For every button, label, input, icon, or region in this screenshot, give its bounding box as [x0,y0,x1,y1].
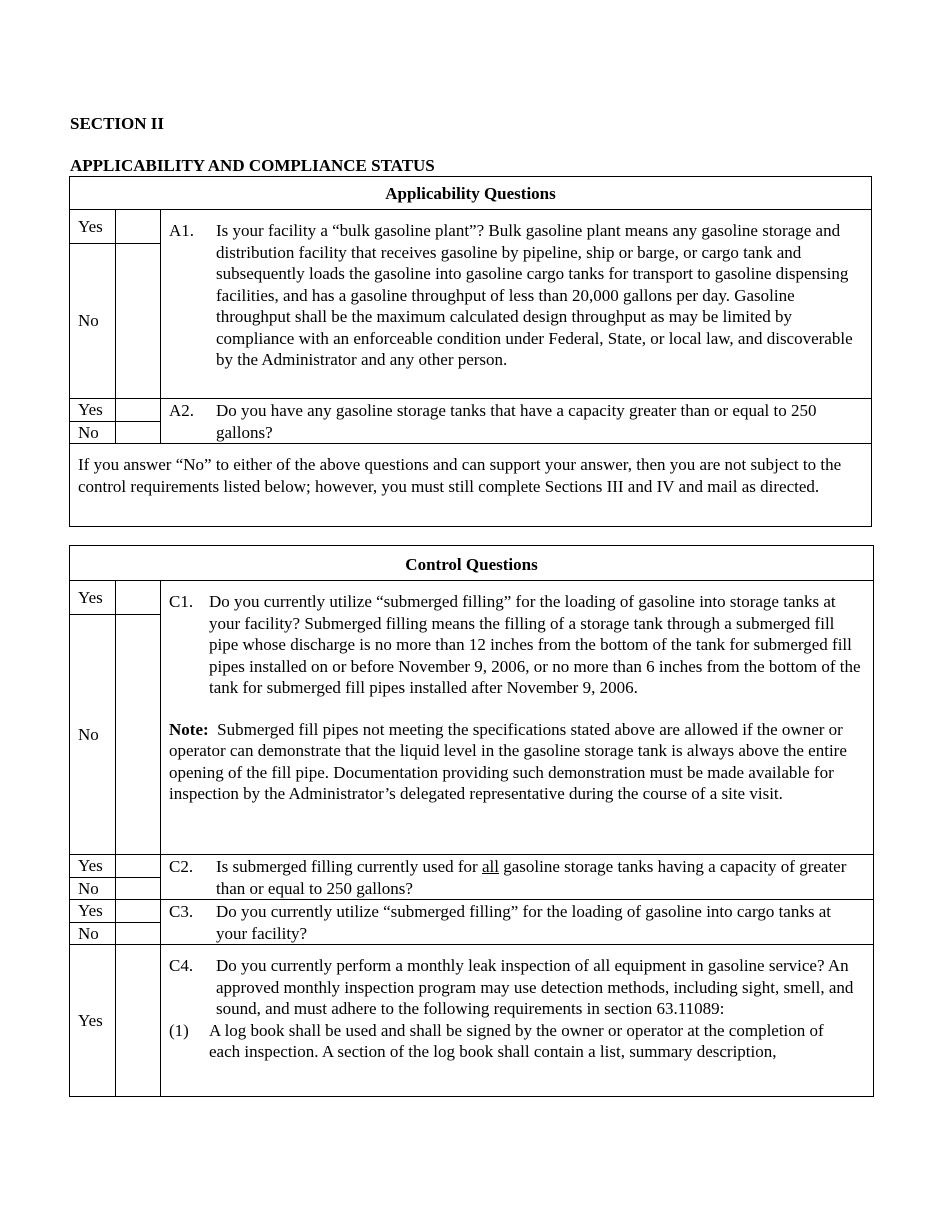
a2-no-label: No [70,421,116,444]
c2-text-after: gasoline storage tanks having a capacity of greater than or equal to 250 gallons? [216,857,847,898]
question-c4 [161,945,874,1097]
a2-yes-label: Yes [70,399,116,422]
note-label: Note: [169,719,209,739]
c3-yes-checkbox[interactable] [116,900,161,923]
c2-yes-label: Yes [70,855,116,878]
c2-no-checkbox[interactable] [116,877,161,900]
a2-number: A2. [169,401,195,420]
c2-text-underlined: all [481,857,499,876]
c2-number: C2. [169,857,194,876]
c4-item-1 [161,1020,867,1069]
question-a1 [161,210,872,399]
c4-yes-checkbox[interactable] [116,945,161,1097]
c1-yes-checkbox[interactable] [116,581,161,615]
c2-no-label: No [70,877,116,900]
c4-item-text: A log book shall be used and shall be signed by the owner or operator at the completion of each inspection. A section of the log book shall contain a list, summary description, [209,1020,824,1061]
c3-text: Do you currently utilize “submerged filling” for the loading of gasoline into cargo tanks at your facility? [216,902,831,943]
question-c2 [161,855,874,900]
c1-number: C1. [169,592,194,611]
section-subtitle: APPLICABILITY AND COMPLIANCE STATUS [70,156,435,175]
a1-number: A1. [169,221,195,240]
control-header: Control Questions [70,546,874,581]
c2-text [216,856,865,899]
note-text: Submerged fill pipes not meeting the specifications stated above are allowed if the owner or operator can demonstrate that the liquid level in the gasoline storage tank is always above the entire opening of the fill pipe. Documentation providing such demonstration must be made available for inspection by the Administrator’s delegated representative during the course of a site visit. [169,719,847,803]
control-table [69,545,874,1097]
c4-yes-label: Yes [70,945,116,1097]
a1-no-label: No [70,244,116,399]
c4-number: C4. [169,956,194,975]
question-a2 [161,399,872,444]
applicability-table [69,176,872,527]
c2-yes-checkbox[interactable] [116,855,161,878]
c4-item-number: (1) [169,1020,189,1040]
c4-text: Do you currently perform a monthly leak inspection of all equipment in gasoline service? An approved monthly inspection program may use detection methods, including sight, smell, and sound, and must adhere to the following requirements in section 63.11089: [216,956,854,1018]
a2-text: Do you have any gasoline storage tanks that have a capacity greater than or equal to 250 gallons? [216,401,817,442]
a1-text: Is your facility a “bulk gasoline plant”? Bulk gasoline plant means any gasoline storage and distribution facility that receives gasoline by pipeline, ship or barge, or cargo tank and subsequently loads the gasoline into gasoline cargo tanks for transport to gasoline dispensing facilities, and has a gasoline throughput of less than 20,000 gallons per day. Gasoline throughput shall be the maximum calculated design throughput as may be limited by compliance with an enforceable condition under Federal, State, or local law, and discoverable by the Administrator and any other person. [216,221,853,369]
c1-no-label: No [70,615,116,855]
a1-yes-checkbox[interactable] [116,210,161,244]
a1-yes-label: Yes [70,210,116,244]
c3-yes-label: Yes [70,900,116,923]
question-c3 [161,900,874,945]
section-title: SECTION II [70,114,165,133]
a2-yes-checkbox[interactable] [116,399,161,422]
c3-number: C3. [169,902,194,921]
c1-yes-label: Yes [70,581,116,615]
a1-no-checkbox[interactable] [116,244,161,399]
applicability-footer: If you answer “No” to either of the above questions and can support your answer, then you are not subject to the control requirements listed below; however, you must still complete Sections III and IV and mail as directed. [70,444,872,527]
c3-no-label: No [70,922,116,945]
c1-text: Do you currently utilize “submerged filling” for the loading of gasoline into storage tanks at your facility? Submerged filling means the filling of a storage tank through a submerged fill pipe whose discharge is no more than 12 inches from the bottom of the tank for submerged fill pipes installed on or before November 9, 2006, or no more than 6 inches from the bottom of the tank for submerged fill pipes installed after November 9, 2006. [209,592,861,697]
c2-text-before: Is submerged filling currently used for [216,857,482,876]
c1-no-checkbox[interactable] [116,615,161,855]
applicability-header: Applicability Questions [70,177,872,210]
c3-no-checkbox[interactable] [116,922,161,945]
question-c1 [161,581,874,855]
a2-no-checkbox[interactable] [116,421,161,444]
c1-note [169,719,865,813]
